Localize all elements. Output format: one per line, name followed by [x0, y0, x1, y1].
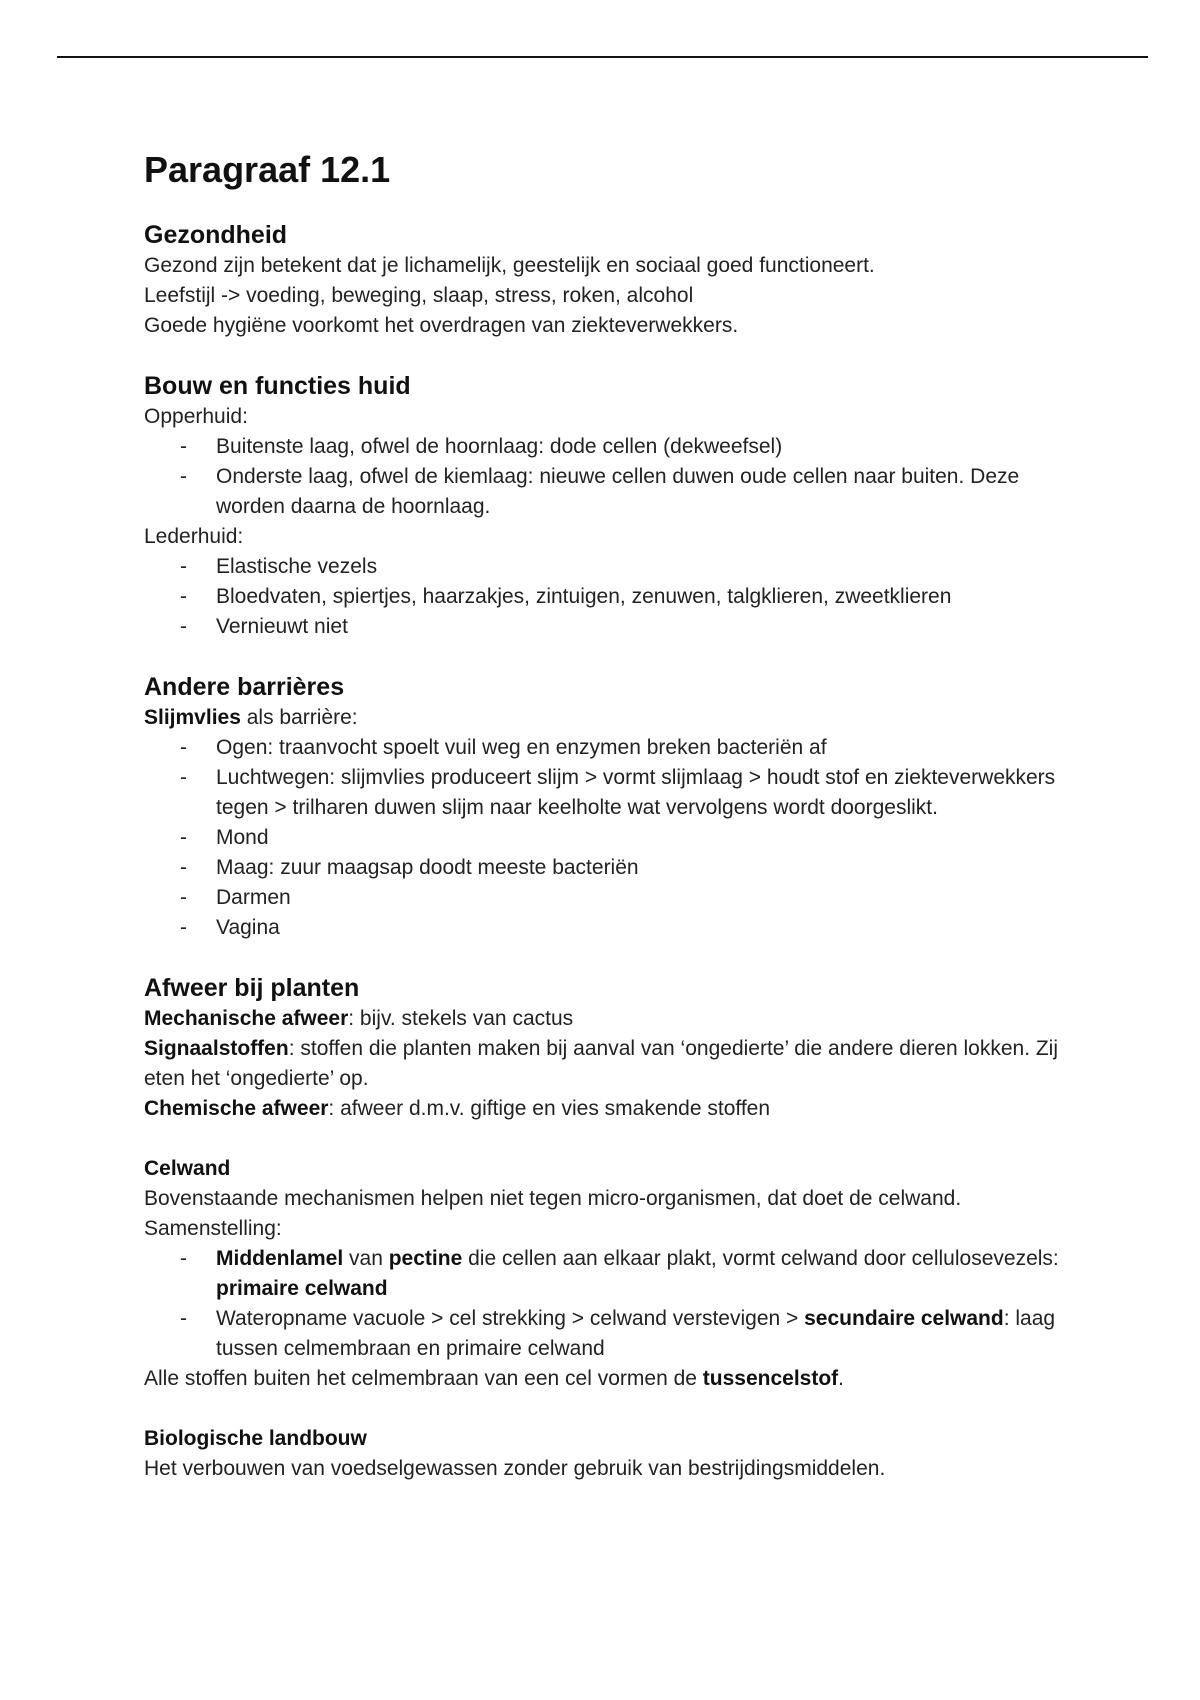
definition-text: : afweer d.m.v. giftige en vies smakende stoffen	[328, 1097, 771, 1120]
paragraph-line: Leefstijl -> voeding, beweging, slaap, stress, roken, alcohol	[144, 284, 694, 307]
list-item: - Ogen: traanvocht spoelt vuil weg en enzymen breken bacteriën af	[216, 733, 1064, 763]
paragraph-line: Goede hygiëne voorkomt het overdragen van ziekteverwekkers.	[144, 314, 739, 337]
outro-end: .	[838, 1367, 844, 1390]
list-item: - Maag: zuur maagsap doodt meeste bacteriën	[216, 853, 1064, 883]
term-tussencelstof: tussencelstof	[702, 1367, 839, 1390]
heading-huid: Bouw en functies huid	[144, 372, 411, 400]
document-body	[144, 148, 1064, 1515]
page-title: Paragraaf 12.1	[144, 149, 391, 190]
definition-signaalstoffen	[144, 1034, 1064, 1094]
list-lederhuid	[144, 552, 1064, 642]
definition-mechanisch	[144, 1004, 1064, 1034]
label-opperhuid: Opperhuid:	[144, 405, 248, 428]
list-item: - Elastische vezels	[216, 552, 1064, 582]
intro-text: als barrière:	[240, 706, 358, 729]
item-text: die cellen aan elkaar plakt, vormt celwand door cellulosevezels:	[462, 1247, 1059, 1270]
heading-gezondheid: Gezondheid	[144, 221, 288, 249]
list-barrieres	[144, 733, 1064, 943]
heading-celwand: Celwand	[144, 1157, 231, 1180]
barrieres-intro	[144, 703, 1064, 733]
header-rule	[57, 56, 1148, 58]
term-primaire-celwand: primaire celwand	[216, 1277, 388, 1300]
list-item: - Vagina	[216, 913, 1064, 943]
list-item: - Mond	[216, 823, 1064, 853]
list-item: - Luchtwegen: slijmvlies produceert slijm > vormt slijmlaag > houdt stof en ziekteverwekkers tegen > trilharen duwen slijm naar keelholte wat vervolgens wordt doorgeslikt.	[216, 763, 1064, 823]
heading-planten: Afweer bij planten	[144, 974, 360, 1002]
item-text: Wateropname vacuole > cel strekking > celwand verstevigen >	[216, 1307, 805, 1330]
section-barrieres	[144, 672, 1064, 943]
list-item: - Onderste laag, ofwel de kiemlaag: nieuwe cellen duwen oude cellen naar buiten. Deze worden daarna de hoornlaag.	[216, 462, 1064, 522]
term-chemische-afweer: Chemische afweer	[144, 1097, 329, 1120]
section-celwand	[144, 1154, 1064, 1394]
section-landbouw	[144, 1424, 1064, 1484]
heading-barrieres: Andere barrières	[144, 673, 345, 701]
term-slijmvlies: Slijmvlies	[144, 706, 241, 729]
outro-text: Alle stoffen buiten het celmembraan van een cel vormen de	[144, 1367, 703, 1390]
list-item: - Vernieuwt niet	[216, 612, 1064, 642]
list-opperhuid	[144, 432, 1064, 522]
section-huid	[144, 371, 1064, 642]
term-signaalstoffen: Signaalstoffen	[144, 1037, 289, 1060]
label-lederhuid: Lederhuid:	[144, 525, 244, 548]
term-mechanische-afweer: Mechanische afweer	[144, 1007, 349, 1030]
landbouw-text: Het verbouwen van voedselgewassen zonder gebruik van bestrijdingsmiddelen.	[144, 1457, 886, 1480]
celwand-outro	[144, 1364, 1064, 1394]
definition-chemisch	[144, 1094, 1064, 1124]
item-text: : laag tussen celmembraan en primaire celwand	[216, 1307, 1056, 1360]
term-pectine: pectine	[388, 1247, 463, 1270]
list-item	[216, 1244, 1064, 1304]
list-item	[216, 1304, 1064, 1364]
list-item: - Buitenste laag, ofwel de hoornlaag: dode cellen (dekweefsel)	[216, 432, 1064, 462]
celwand-intro: Bovenstaande mechanismen helpen niet tegen micro-organismen, dat doet de celwand. Samenstelling:	[144, 1187, 962, 1240]
definition-text: : bijv. stekels van cactus	[348, 1007, 574, 1030]
heading-landbouw: Biologische landbouw	[144, 1427, 367, 1450]
list-item: - Darmen	[216, 883, 1064, 913]
section-planten	[144, 973, 1064, 1124]
list-item: - Bloedvaten, spiertjes, haarzakjes, zintuigen, zenuwen, talgklieren, zweetklieren	[216, 582, 1064, 612]
paragraph-line: Gezond zijn betekent dat je lichamelijk, geestelijk en sociaal goed functioneert.	[144, 254, 875, 277]
term-middenlamel: Middenlamel	[216, 1247, 344, 1270]
definition-text: : stoffen die planten maken bij aanval van ‘ongedierte’ die andere dieren lokken. Zij eten het ‘ongedierte’ op.	[144, 1037, 1059, 1090]
item-text: van	[343, 1247, 389, 1270]
term-secundaire-celwand: secundaire celwand	[804, 1307, 1004, 1330]
list-celwand	[144, 1244, 1064, 1364]
section-gezondheid	[144, 220, 1064, 341]
